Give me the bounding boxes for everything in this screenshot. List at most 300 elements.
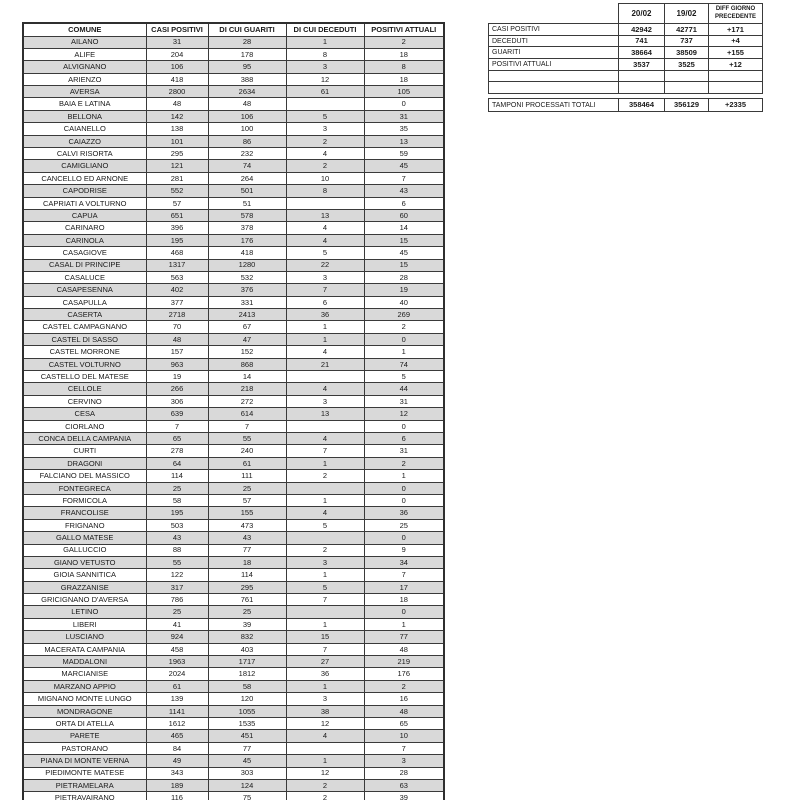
table-row [23, 767, 444, 779]
cell-value [286, 742, 364, 754]
summary-value: +155 [709, 47, 763, 59]
cell-comune: CAPRIATI A VOLTURNO [23, 197, 146, 209]
cell-value: 402 [146, 284, 208, 296]
table-row [23, 631, 444, 643]
cell-value: 48 [146, 98, 208, 110]
cell-value: 219 [364, 656, 444, 668]
cell-value: 39 [208, 618, 286, 630]
cell-comune: GRAZZANISE [23, 581, 146, 593]
cell-value: 25 [208, 482, 286, 494]
cell-value: 832 [208, 631, 286, 643]
cell-value: 6 [286, 296, 364, 308]
cell-value: 19 [364, 284, 444, 296]
cell-comune: ALVIGNANO [23, 61, 146, 73]
cell-value: 64 [146, 457, 208, 469]
cell-value: 1 [286, 755, 364, 767]
comuni-table-header [23, 23, 444, 36]
cell-value: 178 [208, 48, 286, 60]
cell-comune: CAMIGLIANO [23, 160, 146, 172]
table-row [23, 185, 444, 197]
cell-value: 403 [208, 643, 286, 655]
cell-value: 45 [208, 755, 286, 767]
cell-value: 2718 [146, 309, 208, 321]
cell-comune: CALVI RISORTA [23, 148, 146, 160]
cell-value: 114 [208, 569, 286, 581]
cell-comune: ALIFE [23, 48, 146, 60]
cell-value: 3 [286, 123, 364, 135]
cell-value: 40 [364, 296, 444, 308]
cell-comune: CARINARO [23, 222, 146, 234]
cell-value: 614 [208, 408, 286, 420]
cell-value: 317 [146, 581, 208, 593]
cell-value: 1535 [208, 717, 286, 729]
cell-value: 22 [286, 259, 364, 271]
cell-value: 13 [286, 209, 364, 221]
summary-row [489, 82, 763, 94]
summary-row [489, 70, 763, 82]
cell-value: 1 [364, 470, 444, 482]
cell-value: 1812 [208, 668, 286, 680]
cell-value: 18 [208, 556, 286, 568]
cell-value: 63 [364, 779, 444, 791]
cell-value: 61 [208, 457, 286, 469]
cell-value: 114 [146, 470, 208, 482]
cell-comune: MARCIANISE [23, 668, 146, 680]
cell-value: 25 [146, 606, 208, 618]
cell-value: 1055 [208, 705, 286, 717]
cell-value: 14 [208, 371, 286, 383]
cell-value: 189 [146, 779, 208, 791]
cell-comune: CESA [23, 408, 146, 420]
cell-value: 343 [146, 767, 208, 779]
cell-value: 639 [146, 408, 208, 420]
cell-comune: CURTI [23, 445, 146, 457]
cell-value: 578 [208, 209, 286, 221]
summary-value [709, 70, 763, 82]
table-row [23, 172, 444, 184]
cell-value: 7 [364, 742, 444, 754]
header-row [23, 23, 444, 36]
cell-value: 0 [364, 420, 444, 432]
table-row [23, 457, 444, 469]
table-row [23, 296, 444, 308]
table-row [23, 742, 444, 754]
cell-value: 1280 [208, 259, 286, 271]
summary-value: 42942 [619, 24, 665, 36]
cell-value: 57 [146, 197, 208, 209]
cell-value: 377 [146, 296, 208, 308]
summary-column-header: DIFF GIORNO PRECEDENTE [709, 4, 763, 24]
cell-value [286, 606, 364, 618]
cell-value: 70 [146, 321, 208, 333]
cell-value: 264 [208, 172, 286, 184]
cell-value: 7 [146, 420, 208, 432]
cell-value: 121 [146, 160, 208, 172]
cell-value: 57 [208, 494, 286, 506]
cell-value: 2 [364, 680, 444, 692]
column-header: COMUNE [23, 23, 146, 36]
cell-comune: GALLO MATESE [23, 532, 146, 544]
column-header: DI CUI DECEDUTI [286, 23, 364, 36]
cell-value: 651 [146, 209, 208, 221]
cell-value: 1141 [146, 705, 208, 717]
cell-comune: LUSCIANO [23, 631, 146, 643]
cell-value [286, 532, 364, 544]
table-row [23, 309, 444, 321]
table-row [23, 61, 444, 73]
cell-value: 45 [364, 247, 444, 259]
table-row [23, 73, 444, 85]
cell-value: 4 [286, 234, 364, 246]
summary-column-header: 19/02 [665, 4, 709, 24]
cell-value: 501 [208, 185, 286, 197]
cell-comune: CONCA DELLA CAMPANIA [23, 433, 146, 445]
summary-row-label: CASI POSITIVI [489, 24, 619, 36]
cell-value: 1 [286, 494, 364, 506]
cell-value: 28 [208, 36, 286, 48]
tamponi-row [489, 99, 763, 112]
cell-comune: CASTELLO DEL MATESE [23, 371, 146, 383]
cell-value: 6 [364, 433, 444, 445]
cell-value [286, 420, 364, 432]
table-row [23, 148, 444, 160]
cell-value [286, 197, 364, 209]
table-row [23, 209, 444, 221]
summary-row-label [489, 70, 619, 82]
cell-value: 25 [208, 606, 286, 618]
cell-comune: FRIGNANO [23, 519, 146, 531]
summary-table [488, 3, 763, 94]
cell-value: 503 [146, 519, 208, 531]
cell-value: 1717 [208, 656, 286, 668]
cell-value: 43 [146, 532, 208, 544]
cell-value: 306 [146, 395, 208, 407]
tamponi-value: +2335 [709, 99, 763, 112]
cell-comune: CASERTA [23, 309, 146, 321]
cell-value: 195 [146, 507, 208, 519]
cell-value: 2 [286, 544, 364, 556]
cell-value: 10 [364, 730, 444, 742]
cell-value: 761 [208, 594, 286, 606]
cell-value: 2 [286, 792, 364, 800]
cell-value: 5 [286, 581, 364, 593]
cell-comune: CAIAZZO [23, 135, 146, 147]
table-row [23, 532, 444, 544]
cell-comune: CARINOLA [23, 234, 146, 246]
cell-value: 139 [146, 693, 208, 705]
table-row [23, 470, 444, 482]
cell-comune: MARZANO APPIO [23, 680, 146, 692]
cell-value: 44 [364, 383, 444, 395]
table-row [23, 594, 444, 606]
cell-value: 39 [364, 792, 444, 800]
cell-value: 122 [146, 569, 208, 581]
cell-value: 1 [364, 618, 444, 630]
tamponi-table [488, 98, 763, 112]
cell-comune: DRAGONI [23, 457, 146, 469]
cell-value: 8 [364, 61, 444, 73]
cell-value: 418 [146, 73, 208, 85]
table-row [23, 668, 444, 680]
cell-value: 0 [364, 333, 444, 345]
cell-value: 0 [364, 482, 444, 494]
cell-value: 1 [286, 680, 364, 692]
cell-value: 2 [286, 160, 364, 172]
table-row [23, 507, 444, 519]
summary-value: 737 [665, 35, 709, 47]
cell-value: 55 [208, 433, 286, 445]
cell-value: 5 [286, 247, 364, 259]
cell-comune: ORTA DI ATELLA [23, 717, 146, 729]
cell-comune: CANCELLO ED ARNONE [23, 172, 146, 184]
table-row [23, 693, 444, 705]
cell-value: 1317 [146, 259, 208, 271]
table-row [23, 482, 444, 494]
cell-value: 9 [364, 544, 444, 556]
cell-value [286, 98, 364, 110]
cell-value: 12 [286, 717, 364, 729]
cell-value: 65 [146, 433, 208, 445]
summary-value: 42771 [665, 24, 709, 36]
cell-value: 86 [208, 135, 286, 147]
cell-value: 116 [146, 792, 208, 800]
table-row [23, 420, 444, 432]
cell-comune: MADDALONI [23, 656, 146, 668]
cell-value: 111 [208, 470, 286, 482]
cell-value: 48 [364, 705, 444, 717]
cell-value: 4 [286, 346, 364, 358]
cell-value: 16 [364, 693, 444, 705]
cell-value: 155 [208, 507, 286, 519]
column-header: POSITIVI ATTUALI [364, 23, 444, 36]
cell-comune: LETINO [23, 606, 146, 618]
cell-value: 4 [286, 222, 364, 234]
summary-column-header: 20/02 [619, 4, 665, 24]
table-row [23, 494, 444, 506]
summary-value [665, 82, 709, 94]
table-row [23, 705, 444, 717]
cell-value: 924 [146, 631, 208, 643]
column-header: DI CUI GUARITI [208, 23, 286, 36]
cell-comune: CASTEL DI SASSO [23, 333, 146, 345]
cell-value: 58 [146, 494, 208, 506]
cell-value: 7 [364, 172, 444, 184]
cell-value: 378 [208, 222, 286, 234]
cell-value: 15 [286, 631, 364, 643]
cell-value: 45 [364, 160, 444, 172]
tamponi-value: 358464 [619, 99, 665, 112]
cell-value: 204 [146, 48, 208, 60]
cell-value: 157 [146, 346, 208, 358]
summary-value [709, 82, 763, 94]
cell-value: 7 [208, 420, 286, 432]
cell-value: 106 [146, 61, 208, 73]
table-row [23, 730, 444, 742]
table-row [23, 321, 444, 333]
cell-value: 77 [208, 544, 286, 556]
cell-value: 7 [364, 569, 444, 581]
cell-comune: BAIA E LATINA [23, 98, 146, 110]
tamponi-table-body [489, 99, 763, 112]
cell-comune: CAPUA [23, 209, 146, 221]
comuni-table-body [23, 36, 444, 800]
cell-value: 2024 [146, 668, 208, 680]
cell-value: 7 [286, 284, 364, 296]
cell-value: 74 [208, 160, 286, 172]
cell-comune: PASTORANO [23, 742, 146, 754]
cell-value: 465 [146, 730, 208, 742]
cell-comune: PIANA DI MONTE VERNA [23, 755, 146, 767]
cell-value: 14 [364, 222, 444, 234]
cell-value: 1 [286, 321, 364, 333]
summary-value: +171 [709, 24, 763, 36]
cell-value: 272 [208, 395, 286, 407]
cell-value: 7 [286, 594, 364, 606]
cell-value: 232 [208, 148, 286, 160]
cell-comune: PIETRAMELARA [23, 779, 146, 791]
cell-value: 8 [286, 48, 364, 60]
cell-value: 1 [286, 457, 364, 469]
cell-value: 418 [208, 247, 286, 259]
cell-value: 281 [146, 172, 208, 184]
cell-value: 61 [146, 680, 208, 692]
table-row [23, 656, 444, 668]
cell-value: 1 [286, 569, 364, 581]
cell-value: 563 [146, 271, 208, 283]
summary-value [619, 70, 665, 82]
summary-row [489, 47, 763, 59]
cell-value: 2634 [208, 86, 286, 98]
cell-comune: FORMICOLA [23, 494, 146, 506]
cell-value: 1 [364, 346, 444, 358]
cell-value: 48 [146, 333, 208, 345]
cell-comune: ARIENZO [23, 73, 146, 85]
table-row [23, 618, 444, 630]
cell-value: 12 [286, 767, 364, 779]
cell-comune: CASTEL VOLTURNO [23, 358, 146, 370]
table-row [23, 123, 444, 135]
cell-comune: CASAL DI PRINCIPE [23, 259, 146, 271]
cell-value: 3 [286, 61, 364, 73]
cell-comune: CASAPULLA [23, 296, 146, 308]
cell-comune: GALLUCCIO [23, 544, 146, 556]
summary-value: +4 [709, 35, 763, 47]
cell-value: 18 [364, 73, 444, 85]
cell-comune: GRICIGNANO D'AVERSA [23, 594, 146, 606]
cell-value: 43 [364, 185, 444, 197]
comuni-table [22, 22, 445, 800]
cell-value: 15 [364, 234, 444, 246]
table-row [23, 259, 444, 271]
cell-value: 36 [286, 668, 364, 680]
cell-comune: CASALUCE [23, 271, 146, 283]
cell-value: 19 [146, 371, 208, 383]
cell-comune: CASTEL CAMPAGNANO [23, 321, 146, 333]
cell-value: 3 [364, 755, 444, 767]
cell-value: 34 [364, 556, 444, 568]
cell-value: 48 [364, 643, 444, 655]
tamponi-value: 356129 [665, 99, 709, 112]
tamponi-row-label: TAMPONI PROCESSATI TOTALI [489, 99, 619, 112]
cell-value: 27 [286, 656, 364, 668]
cell-comune: FALCIANO DEL MASSICO [23, 470, 146, 482]
table-row [23, 86, 444, 98]
cell-value: 218 [208, 383, 286, 395]
cell-value: 4 [286, 383, 364, 395]
cell-value: 77 [364, 631, 444, 643]
cell-value: 963 [146, 358, 208, 370]
cell-value: 105 [364, 86, 444, 98]
cell-value: 5 [286, 110, 364, 122]
cell-value: 5 [286, 519, 364, 531]
cell-comune: CASAGIOVE [23, 247, 146, 259]
cell-value: 2 [286, 135, 364, 147]
summary-row-label: DECEDUTI [489, 35, 619, 47]
cell-comune: LIBERI [23, 618, 146, 630]
cell-value: 95 [208, 61, 286, 73]
table-row [23, 197, 444, 209]
summary-header-row [489, 4, 763, 24]
cell-value: 74 [364, 358, 444, 370]
summary-value: 741 [619, 35, 665, 47]
cell-value: 2800 [146, 86, 208, 98]
cell-value: 473 [208, 519, 286, 531]
table-row [23, 371, 444, 383]
cell-value: 868 [208, 358, 286, 370]
cell-value: 31 [364, 445, 444, 457]
cell-value: 12 [286, 73, 364, 85]
cell-value: 1612 [146, 717, 208, 729]
cell-value: 49 [146, 755, 208, 767]
table-row [23, 222, 444, 234]
cell-value: 458 [146, 643, 208, 655]
cell-comune: CAPODRISE [23, 185, 146, 197]
cell-value: 295 [146, 148, 208, 160]
cell-value: 31 [364, 395, 444, 407]
cell-value: 2 [286, 779, 364, 791]
table-row [23, 408, 444, 420]
table-row [23, 48, 444, 60]
cell-value: 28 [364, 767, 444, 779]
cell-value: 77 [208, 742, 286, 754]
cell-value: 3 [286, 693, 364, 705]
cell-value: 138 [146, 123, 208, 135]
cell-comune: GIOIA SANNITICA [23, 569, 146, 581]
cell-value: 0 [364, 606, 444, 618]
cell-value: 4 [286, 148, 364, 160]
table-row [23, 395, 444, 407]
cell-value: 35 [364, 123, 444, 135]
cell-value: 2 [286, 470, 364, 482]
cell-value: 106 [208, 110, 286, 122]
cell-value: 88 [146, 544, 208, 556]
cell-value: 5 [364, 371, 444, 383]
cell-value: 59 [364, 148, 444, 160]
cell-comune: MONDRAGONE [23, 705, 146, 717]
table-row [23, 519, 444, 531]
cell-value: 36 [364, 507, 444, 519]
cell-comune: MACERATA CAMPANIA [23, 643, 146, 655]
cell-value: 18 [364, 594, 444, 606]
cell-value: 468 [146, 247, 208, 259]
cell-comune: MIGNANO MONTE LUNGO [23, 693, 146, 705]
cell-value: 13 [286, 408, 364, 420]
cell-comune: GIANO VETUSTO [23, 556, 146, 568]
summary-value: 3537 [619, 59, 665, 71]
cell-value: 2413 [208, 309, 286, 321]
cell-comune: CELLOLE [23, 383, 146, 395]
cell-value: 17 [364, 581, 444, 593]
